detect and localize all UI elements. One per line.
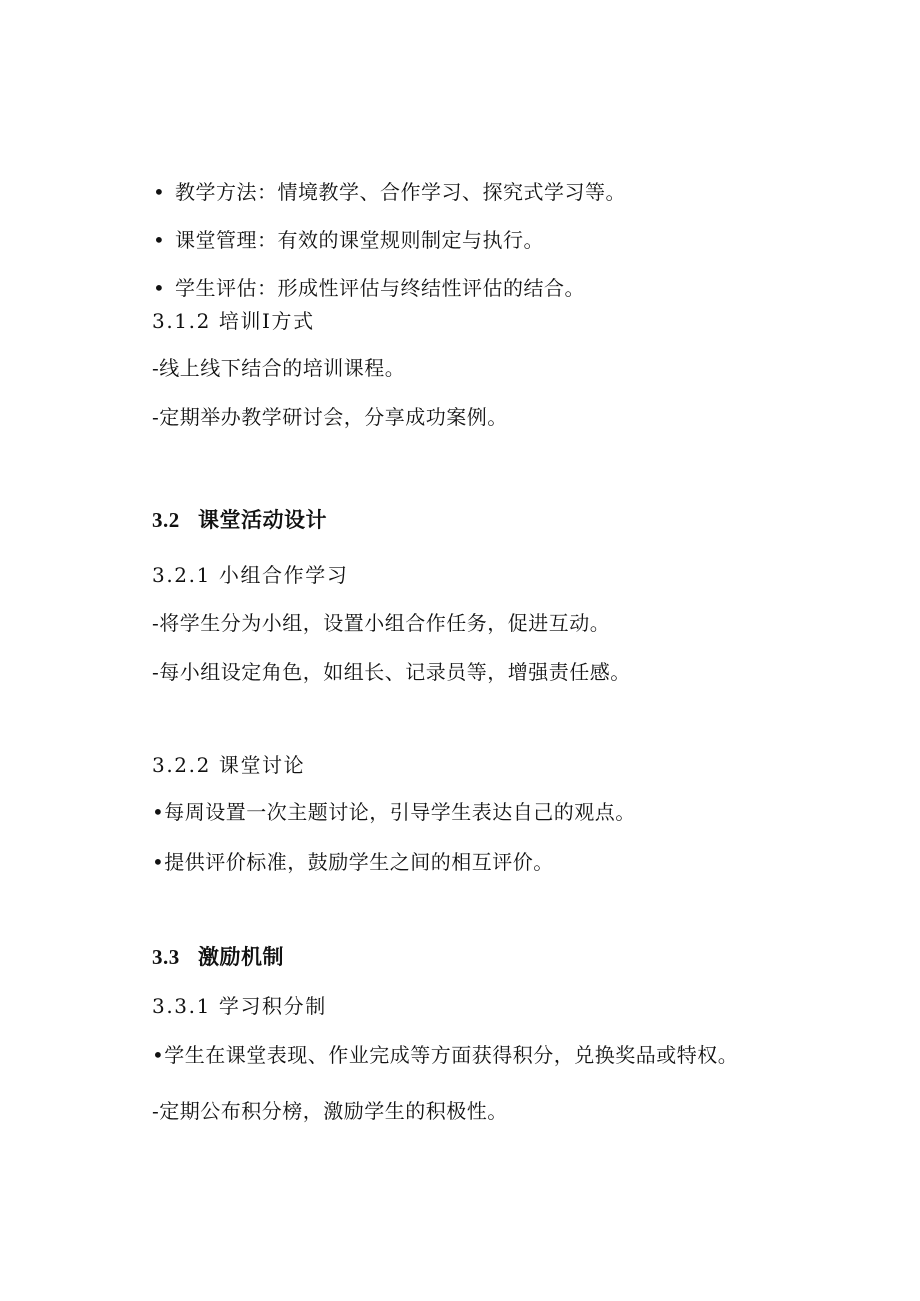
section-heading-3-3 [152, 945, 284, 969]
section-heading-3-2 [152, 508, 327, 532]
subheading-3-2-2: 3.2.2 课堂讨论 [152, 753, 306, 777]
paragraph-teaching-seminars: -定期举办教学研讨会，分享成功案例。 [152, 405, 508, 429]
subheading-3-1-2: 3.1.2 培训I方式 [152, 309, 315, 333]
bullet-item-teaching-methods [153, 180, 626, 204]
paragraph-points-leaderboard: -定期公布积分榜，激励学生的积极性。 [152, 1099, 508, 1123]
paragraph-evaluation-criteria: •提供评价标准，鼓励学生之间的相互评价。 [152, 850, 554, 874]
section-title: 课堂活动设计 [198, 508, 327, 532]
paragraph-group-roles: -每小组设定角色，如组长、记录员等，增强责任感。 [152, 660, 631, 684]
bullet-text: 课堂管理：有效的课堂规则制定与执行。 [175, 228, 544, 252]
bullet-text: 教学方法：情境教学、合作学习、探究式学习等。 [175, 180, 626, 204]
bullet-item-student-assessment [153, 276, 585, 300]
subheading-3-2-1: 3.2.1 小组合作学习 [152, 563, 349, 587]
paragraph-weekly-discussion: •每周设置一次主题讨论，引导学生表达自己的观点。 [152, 800, 636, 824]
paragraph-online-offline-training: -线上线下结合的培训课程。 [152, 356, 406, 380]
bullet-item-classroom-management [153, 228, 544, 252]
bullet-marker: • [153, 276, 166, 300]
section-number: 3.3 [152, 945, 180, 969]
bullet-marker: • [153, 228, 166, 252]
subheading-3-3-1: 3.3.1 学习积分制 [152, 994, 327, 1018]
paragraph-earn-points: •学生在课堂表现、作业完成等方面获得积分，兑换奖品或特权。 [152, 1043, 739, 1067]
bullet-marker: • [153, 180, 166, 204]
section-number: 3.2 [152, 508, 180, 532]
section-title: 激励机制 [198, 945, 284, 969]
bullet-text: 学生评估：形成性评估与终结性评估的结合。 [175, 276, 585, 300]
paragraph-group-tasks: -将学生分为小组，设置小组合作任务，促进互动。 [152, 611, 611, 635]
